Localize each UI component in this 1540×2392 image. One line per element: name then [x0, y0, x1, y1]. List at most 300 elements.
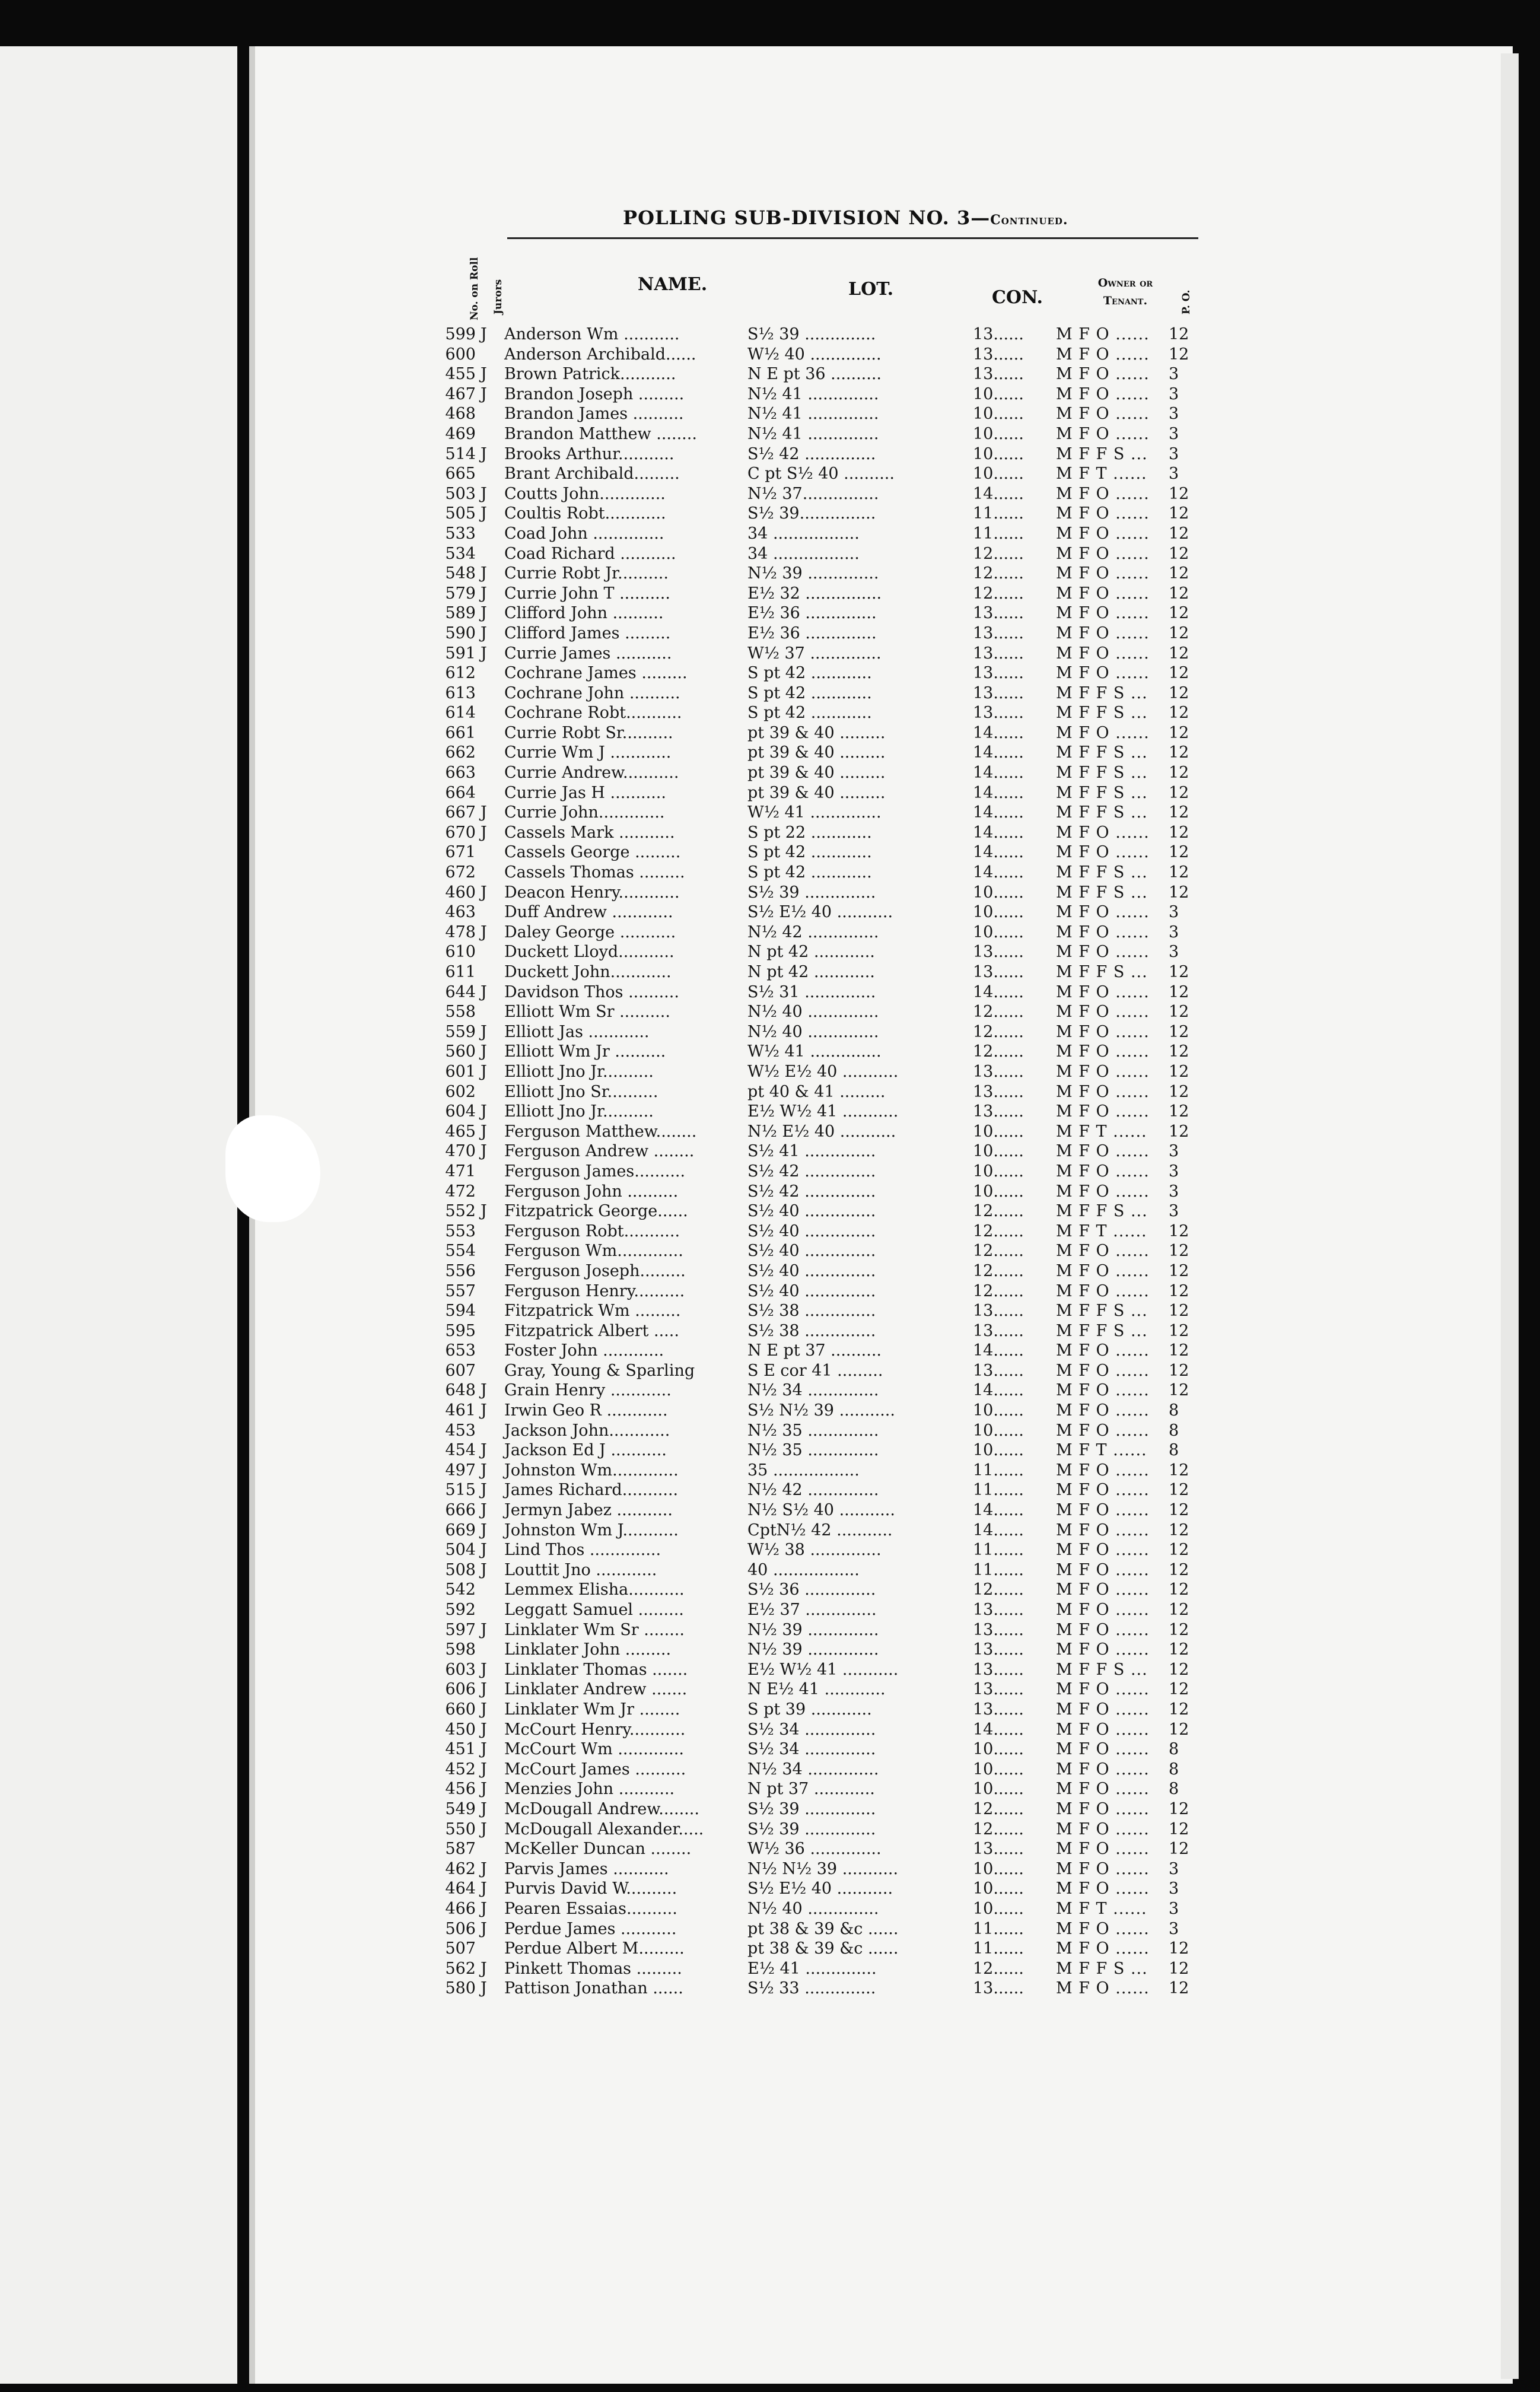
- row-owner: M F O ......: [1056, 345, 1150, 364]
- row-lot: N½ 34 ..............: [747, 1760, 879, 1779]
- row-roll: 600: [445, 345, 476, 364]
- heading-rule: [507, 237, 1198, 239]
- row-con: 11......: [973, 1939, 1024, 1958]
- row-roll: 604: [445, 1102, 476, 1121]
- row-poll: 12: [1169, 1242, 1189, 1261]
- row-poll: 3: [1169, 903, 1179, 922]
- row-owner: M F O ......: [1056, 504, 1150, 523]
- row-name: Linklater Thomas .......: [504, 1660, 688, 1679]
- list-row: [427, 1760, 1216, 1780]
- row-roll: 497: [445, 1461, 476, 1480]
- row-con: 12......: [973, 564, 1024, 583]
- col-header-name: NAME.: [638, 274, 708, 295]
- list-row: [427, 345, 1216, 365]
- row-name: Duff Andrew ............: [504, 903, 673, 922]
- row-name: Coutts John.............: [504, 484, 666, 503]
- row-owner: M F T ......: [1056, 1899, 1147, 1918]
- row-name: Brandon Joseph .........: [504, 384, 685, 403]
- row-owner: M F O ......: [1056, 1003, 1150, 1022]
- row-poll: 12: [1169, 345, 1189, 364]
- row-roll: 515: [445, 1481, 476, 1500]
- row-juror: J: [481, 1401, 487, 1420]
- row-lot: S pt 39 ............: [747, 1700, 872, 1719]
- row-poll: 12: [1169, 863, 1189, 882]
- row-owner: M F O ......: [1056, 1162, 1150, 1181]
- row-juror: J: [481, 1979, 487, 1998]
- row-name: Cassels Thomas .........: [504, 863, 685, 882]
- row-juror: J: [481, 1541, 487, 1560]
- row-lot: 34 .................: [747, 524, 860, 543]
- row-name: Ferguson Wm.............: [504, 1242, 683, 1261]
- row-juror: J: [481, 624, 487, 642]
- row-name: Parvis James ...........: [504, 1859, 669, 1878]
- list-row: [427, 1222, 1216, 1242]
- row-owner: M F O ......: [1056, 1580, 1150, 1599]
- row-owner: M F O ......: [1056, 843, 1150, 862]
- row-owner: M F O ......: [1056, 1720, 1150, 1739]
- row-name: Linklater Wm Jr ........: [504, 1700, 680, 1719]
- row-poll: 3: [1169, 943, 1179, 962]
- list-row: [427, 644, 1216, 664]
- row-owner: M F O ......: [1056, 923, 1150, 941]
- row-lot: N pt 37 ............: [747, 1780, 875, 1799]
- list-row: [427, 1421, 1216, 1442]
- row-owner: M F O ......: [1056, 1740, 1150, 1759]
- row-poll: 3: [1169, 465, 1179, 484]
- row-lot: S½ 33 ..............: [747, 1979, 876, 1998]
- row-name: Currie Robt Jr..........: [504, 564, 669, 583]
- list-row: [427, 1640, 1216, 1661]
- row-lot: S½ 34 ..............: [747, 1740, 876, 1759]
- row-owner: M F O ......: [1056, 1261, 1150, 1280]
- row-con: 12......: [973, 544, 1024, 563]
- row-poll: 8: [1169, 1441, 1179, 1460]
- row-con: 12......: [973, 1959, 1024, 1978]
- row-con: 12......: [973, 1580, 1024, 1599]
- row-poll: 12: [1169, 1799, 1189, 1818]
- row-juror: J: [481, 1122, 487, 1141]
- row-poll: 12: [1169, 1461, 1189, 1480]
- row-name: Fitzpatrick Albert .....: [504, 1321, 679, 1340]
- row-roll: 533: [445, 524, 476, 543]
- row-roll: 455: [445, 365, 476, 384]
- row-name: Linklater Wm Sr ........: [504, 1620, 685, 1639]
- row-lot: N pt 42 ............: [747, 963, 875, 981]
- row-poll: 3: [1169, 1182, 1179, 1201]
- row-roll: 599: [445, 325, 476, 343]
- row-name: Brandon James ..........: [504, 405, 684, 424]
- row-name: Johnston Wm.............: [504, 1461, 679, 1480]
- row-owner: M F O ......: [1056, 544, 1150, 563]
- row-con: 14......: [973, 803, 1024, 822]
- row-owner: M F O ......: [1056, 1062, 1150, 1081]
- row-owner: M F O ......: [1056, 1242, 1150, 1261]
- row-poll: 8: [1169, 1780, 1179, 1799]
- row-con: 12......: [973, 1042, 1024, 1061]
- row-owner: M F O ......: [1056, 365, 1150, 384]
- list-row: [427, 1122, 1216, 1143]
- row-owner: M F O ......: [1056, 1979, 1150, 1998]
- row-poll: 12: [1169, 1840, 1189, 1859]
- row-name: Lemmex Elisha...........: [504, 1580, 685, 1599]
- row-poll: 8: [1169, 1760, 1179, 1779]
- row-roll: 452: [445, 1760, 476, 1779]
- list-row: [427, 1661, 1216, 1681]
- list-row: [427, 1023, 1216, 1043]
- row-name: Currie John T ..........: [504, 584, 670, 603]
- list-row: [427, 1621, 1216, 1641]
- row-lot: W½ E½ 40 ...........: [747, 1062, 899, 1081]
- row-name: Ferguson Henry..........: [504, 1281, 685, 1300]
- row-poll: 12: [1169, 524, 1189, 543]
- row-owner: M F F S ...: [1056, 1959, 1148, 1978]
- row-poll: 12: [1169, 1481, 1189, 1500]
- list-row: [427, 1720, 1216, 1741]
- row-con: 10......: [973, 1879, 1024, 1898]
- row-roll: 467: [445, 384, 476, 403]
- row-con: 13......: [973, 1321, 1024, 1340]
- row-name: Currie Wm J ............: [504, 743, 672, 762]
- row-lot: CptN½ 42 ...........: [747, 1521, 893, 1539]
- row-con: 14......: [973, 823, 1024, 842]
- row-name: Cochrane Robt...........: [504, 704, 682, 723]
- row-con: 11......: [973, 1541, 1024, 1560]
- row-roll: 478: [445, 923, 476, 941]
- list-row: [427, 1481, 1216, 1501]
- row-poll: 12: [1169, 1062, 1189, 1081]
- voters-list: [427, 325, 1216, 1999]
- row-poll: 12: [1169, 1381, 1189, 1400]
- row-roll: 556: [445, 1261, 476, 1280]
- list-row: [427, 325, 1216, 345]
- row-poll: 12: [1169, 504, 1189, 523]
- row-con: 13......: [973, 1680, 1024, 1699]
- row-poll: 12: [1169, 783, 1189, 802]
- row-juror: J: [481, 1740, 487, 1759]
- list-row: [427, 1142, 1216, 1162]
- row-lot: S½ 39 ..............: [747, 1820, 876, 1838]
- row-con: 12......: [973, 1799, 1024, 1818]
- row-juror: J: [481, 644, 487, 663]
- list-row: [427, 704, 1216, 724]
- row-roll: 462: [445, 1859, 476, 1878]
- list-row: [427, 1242, 1216, 1262]
- row-lot: N½ E½ 40 ...........: [747, 1122, 896, 1141]
- row-roll: 592: [445, 1601, 476, 1619]
- list-row: [427, 1202, 1216, 1222]
- row-con: 13......: [973, 1102, 1024, 1121]
- col-header-lot: LOT.: [848, 279, 894, 300]
- row-juror: J: [481, 1441, 487, 1460]
- list-row: [427, 604, 1216, 624]
- row-con: 10......: [973, 1899, 1024, 1918]
- list-row: [427, 1601, 1216, 1621]
- row-name: McCourt James ..........: [504, 1760, 686, 1779]
- row-con: 13......: [973, 1660, 1024, 1679]
- row-owner: M F O ......: [1056, 903, 1150, 922]
- row-roll: 469: [445, 424, 476, 443]
- row-roll: 611: [445, 963, 476, 981]
- row-con: 11......: [973, 1481, 1024, 1500]
- row-roll: 672: [445, 863, 476, 882]
- row-roll: 460: [445, 883, 476, 902]
- row-name: Clifford John ..........: [504, 604, 664, 623]
- row-con: 10......: [973, 1162, 1024, 1181]
- row-owner: M F O ......: [1056, 424, 1150, 443]
- row-lot: S½ 34 ..............: [747, 1720, 876, 1739]
- row-con: 10......: [973, 1142, 1024, 1161]
- row-juror: J: [481, 384, 487, 403]
- list-row: [427, 1879, 1216, 1900]
- row-owner: M F F S ...: [1056, 863, 1148, 882]
- row-name: Ferguson Andrew ........: [504, 1142, 695, 1161]
- row-owner: M F O ......: [1056, 564, 1150, 583]
- list-row: [427, 1580, 1216, 1601]
- row-poll: 3: [1169, 1859, 1179, 1878]
- row-roll: 534: [445, 544, 476, 563]
- row-poll: 12: [1169, 1601, 1189, 1619]
- row-roll: 653: [445, 1341, 476, 1360]
- row-roll: 666: [445, 1501, 476, 1520]
- row-juror: J: [481, 504, 487, 523]
- row-con: 13......: [973, 1979, 1024, 1998]
- row-name: Jackson John............: [504, 1421, 670, 1440]
- row-con: 10......: [973, 1421, 1024, 1440]
- row-lot: S pt 22 ............: [747, 823, 872, 842]
- row-name: Clifford James .........: [504, 624, 671, 642]
- row-roll: 508: [445, 1560, 476, 1579]
- row-name: James Richard...........: [504, 1481, 679, 1500]
- row-owner: M F O ......: [1056, 1022, 1150, 1041]
- row-lot: W½ 41 ..............: [747, 1042, 882, 1061]
- row-roll: 451: [445, 1740, 476, 1759]
- row-name: Duckett Lloyd...........: [504, 943, 674, 962]
- row-roll: 660: [445, 1700, 476, 1719]
- row-name: Perdue Albert M.........: [504, 1939, 685, 1958]
- row-poll: 3: [1169, 1162, 1179, 1181]
- row-lot: N E pt 36 ..........: [747, 365, 882, 384]
- row-name: Elliott Wm Sr ..........: [504, 1003, 670, 1022]
- row-lot: N½ 41 ..............: [747, 384, 879, 403]
- row-roll: 612: [445, 664, 476, 683]
- row-poll: 12: [1169, 1361, 1189, 1380]
- left-page-edge: [0, 46, 237, 2384]
- row-lot: C pt S½ 40 ..........: [747, 465, 895, 484]
- row-lot: pt 39 & 40 .........: [747, 743, 886, 762]
- row-roll: 503: [445, 484, 476, 503]
- list-row: [427, 784, 1216, 804]
- list-row: [427, 1680, 1216, 1700]
- list-row: [427, 1063, 1216, 1083]
- row-con: 13......: [973, 943, 1024, 962]
- row-owner: M F O ......: [1056, 1102, 1150, 1121]
- row-roll: 665: [445, 465, 476, 484]
- row-con: 14......: [973, 743, 1024, 762]
- row-owner: M F F S ...: [1056, 883, 1148, 902]
- row-roll: 661: [445, 723, 476, 742]
- row-roll: 553: [445, 1222, 476, 1240]
- row-con: 13......: [973, 1062, 1024, 1081]
- row-owner: M F F S ...: [1056, 1660, 1148, 1679]
- row-lot: pt 38 & 39 &c ......: [747, 1939, 899, 1958]
- row-juror: J: [481, 1780, 487, 1799]
- row-owner: M F O ......: [1056, 982, 1150, 1001]
- row-roll: 580: [445, 1979, 476, 1998]
- row-name: Anderson Wm ...........: [504, 325, 680, 343]
- list-row: [427, 664, 1216, 684]
- row-owner: M F O ......: [1056, 644, 1150, 663]
- row-roll: 464: [445, 1879, 476, 1898]
- row-juror: J: [481, 1042, 487, 1061]
- row-roll: 465: [445, 1122, 476, 1141]
- page-heading: [623, 206, 1074, 229]
- row-roll: 671: [445, 843, 476, 862]
- row-owner: M F O ......: [1056, 1182, 1150, 1201]
- row-con: 13......: [973, 644, 1024, 663]
- row-owner: M F O ......: [1056, 1421, 1150, 1440]
- row-poll: 12: [1169, 624, 1189, 642]
- row-owner: M F O ......: [1056, 1341, 1150, 1360]
- list-row: [427, 1900, 1216, 1920]
- row-roll: 558: [445, 1003, 476, 1022]
- row-lot: N½ 40 ..............: [747, 1022, 879, 1041]
- row-name: Fitzpatrick Wm .........: [504, 1302, 681, 1321]
- list-row: [427, 365, 1216, 385]
- row-owner: M F O ......: [1056, 1820, 1150, 1838]
- list-row: [427, 803, 1216, 823]
- row-owner: M F F S ...: [1056, 743, 1148, 762]
- row-lot: N½ 40 ..............: [747, 1003, 879, 1022]
- list-row: [427, 445, 1216, 465]
- row-con: 13......: [973, 963, 1024, 981]
- row-name: Louttit Jno ............: [504, 1560, 657, 1579]
- row-poll: 12: [1169, 843, 1189, 862]
- row-juror: J: [481, 604, 487, 623]
- row-con: 14......: [973, 1341, 1024, 1360]
- row-poll: 12: [1169, 1261, 1189, 1280]
- row-lot: W½ 38 ..............: [747, 1541, 882, 1560]
- row-lot: N pt 42 ............: [747, 943, 875, 962]
- row-juror: J: [481, 365, 487, 384]
- row-owner: M F O ......: [1056, 1521, 1150, 1539]
- row-name: Fitzpatrick George......: [504, 1202, 688, 1221]
- row-roll: 591: [445, 644, 476, 663]
- row-con: 13......: [973, 325, 1024, 343]
- row-name: Currie James ...........: [504, 644, 672, 663]
- row-lot: S½ 42 ..............: [747, 444, 876, 463]
- list-row: [427, 684, 1216, 704]
- row-name: Lind Thos ..............: [504, 1541, 661, 1560]
- row-roll: 607: [445, 1361, 476, 1380]
- row-owner: M F O ......: [1056, 1082, 1150, 1101]
- row-owner: M F O ......: [1056, 524, 1150, 543]
- row-juror: J: [481, 803, 487, 822]
- row-owner: M F O ......: [1056, 584, 1150, 603]
- row-name: Irwin Geo R ............: [504, 1401, 668, 1420]
- row-lot: N½ 34 ..............: [747, 1381, 879, 1400]
- row-con: 10......: [973, 465, 1024, 484]
- row-name: Jackson Ed J ...........: [504, 1441, 667, 1460]
- row-name: Deacon Henry............: [504, 883, 680, 902]
- col-header-roll: No. on Roll: [469, 257, 481, 320]
- row-poll: 12: [1169, 325, 1189, 343]
- list-row: [427, 1302, 1216, 1322]
- row-lot: S pt 42 ............: [747, 683, 872, 702]
- row-roll: 610: [445, 943, 476, 962]
- row-lot: N½ N½ 39 ...........: [747, 1859, 899, 1878]
- row-name: Brant Archibald.........: [504, 465, 680, 484]
- row-lot: E½ 32 ...............: [747, 584, 882, 603]
- row-owner: M F T ......: [1056, 1122, 1147, 1141]
- row-lot: S½ 39 ..............: [747, 325, 876, 343]
- row-name: Elliott Jno Jr..........: [504, 1102, 654, 1121]
- row-name: Currie Jas H ...........: [504, 783, 666, 802]
- row-con: 13......: [973, 345, 1024, 364]
- row-name: Elliott Jno Sr..........: [504, 1082, 658, 1101]
- list-row: [427, 1381, 1216, 1401]
- row-lot: E½ W½ 41 ...........: [747, 1660, 899, 1679]
- row-roll: 456: [445, 1780, 476, 1799]
- row-name: Brown Patrick...........: [504, 365, 676, 384]
- right-page-edge: [1501, 53, 1519, 2379]
- col-header-jurors: Jurors: [492, 279, 504, 314]
- row-juror: J: [481, 1620, 487, 1639]
- list-row: [427, 1083, 1216, 1103]
- row-juror: J: [481, 1560, 487, 1579]
- row-owner: M F O ......: [1056, 1840, 1150, 1859]
- list-row: [427, 405, 1216, 425]
- row-owner: M F O ......: [1056, 1640, 1150, 1659]
- row-lot: N½ 42 ..............: [747, 1481, 879, 1500]
- row-con: 10......: [973, 405, 1024, 424]
- row-poll: 12: [1169, 1341, 1189, 1360]
- row-con: 10......: [973, 1859, 1024, 1878]
- col-header-poll: P. O.: [1181, 290, 1192, 314]
- row-owner: M F F S ...: [1056, 683, 1148, 702]
- row-juror: J: [481, 1202, 487, 1221]
- row-con: 13......: [973, 664, 1024, 683]
- list-row: [427, 943, 1216, 963]
- row-roll: 648: [445, 1381, 476, 1400]
- row-poll: 3: [1169, 365, 1179, 384]
- row-juror: J: [481, 1859, 487, 1878]
- row-juror: J: [481, 1700, 487, 1719]
- row-owner: M F O ......: [1056, 664, 1150, 683]
- row-lot: pt 39 & 40 .........: [747, 764, 886, 783]
- row-lot: E½ 37 ..............: [747, 1601, 877, 1619]
- row-con: 13......: [973, 624, 1024, 642]
- row-lot: N½ 37...............: [747, 484, 879, 503]
- row-owner: M F O ......: [1056, 823, 1150, 842]
- row-name: Coultis Robt............: [504, 504, 666, 523]
- list-row: [427, 883, 1216, 904]
- row-name: Cochrane John ..........: [504, 683, 680, 702]
- col-header-con: CON.: [992, 287, 1043, 308]
- row-name: McDougall Alexander.....: [504, 1820, 704, 1838]
- row-owner: M F O ......: [1056, 1760, 1150, 1779]
- row-poll: 3: [1169, 444, 1179, 463]
- list-row: [427, 963, 1216, 983]
- row-poll: 12: [1169, 764, 1189, 783]
- row-poll: 12: [1169, 1939, 1189, 1958]
- row-name: Anderson Archibald......: [504, 345, 696, 364]
- row-owner: M F F S ...: [1056, 764, 1148, 783]
- row-roll: 450: [445, 1720, 476, 1739]
- row-lot: N½ S½ 40 ...........: [747, 1501, 895, 1520]
- row-name: Ferguson Joseph.........: [504, 1261, 686, 1280]
- list-row: [427, 1003, 1216, 1023]
- row-juror: J: [481, 1919, 487, 1938]
